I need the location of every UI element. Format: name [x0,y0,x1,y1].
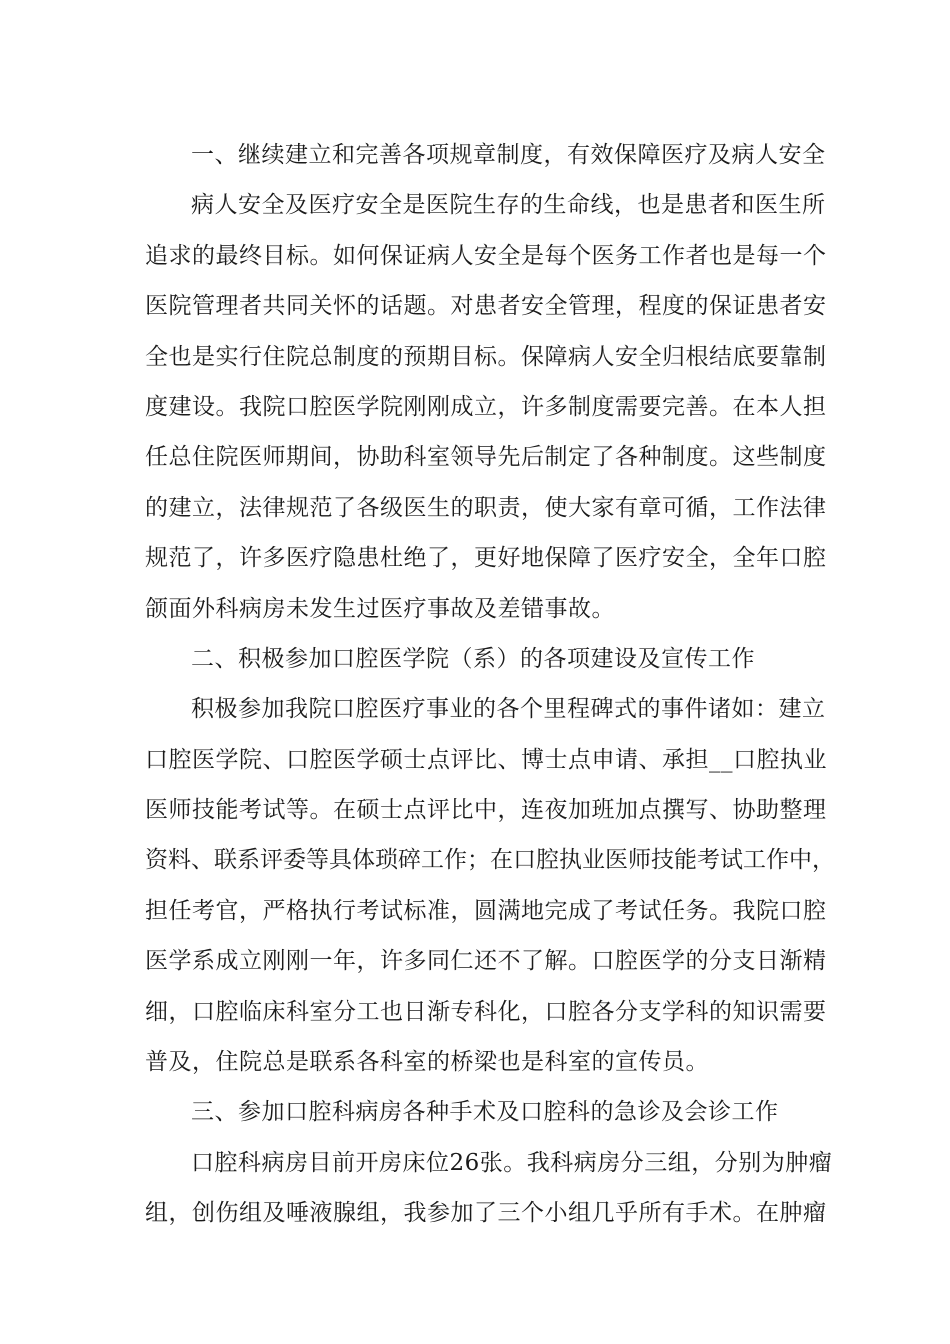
paragraph-line: 颌面外科病房未发生过医疗事故及差错事故。 [145,595,615,622]
paragraph-line: 医师技能考试等。在硕士点评比中，连夜加班加点撰写、协助整理 [145,797,827,824]
paragraph-line: 度建设。我院口腔医学院刚刚成立，许多制度需要完善。在本人担 [145,393,827,420]
paragraph-line: 担任考官，严格执行考试标准，圆满地完成了考试任务。我院口腔 [145,897,827,924]
section-heading-1: 一、继续建立和完善各项规章制度，有效保障医疗及病人安全 [191,142,826,168]
paragraph-line: 积极参加我院口腔医疗事业的各个里程碑式的事件诸如：建立 [191,696,826,723]
section-heading-2: 二、积极参加口腔医学院（系）的各项建设及宣传工作 [191,645,755,672]
paragraph-line: 口腔医学院、口腔医学硕士点评比、博士点申请、承担__口腔执业 [145,746,827,773]
paragraph-line: 全也是实行住院总制度的预期目标。保障病人安全归根结底要靠制 [145,343,827,370]
paragraph-line: 资料、联系评委等具体琐碎工作；在口腔执业医师技能考试工作中， [145,847,835,874]
paragraph-line: 的建立，法律规范了各级医生的职责，使大家有章可循，工作法律 [145,494,827,521]
section-heading-3: 三、参加口腔科病房各种手术及口腔科的急诊及会诊工作 [191,1099,779,1126]
paragraph-line: 医院管理者共同关怀的话题。对患者安全管理，程度的保证患者安 [145,293,827,320]
paragraph-line: 口腔科病房目前开房床位26张。我科病房分三组，分别为肿瘤 [191,1149,833,1176]
paragraph-line: 细，口腔临床科室分工也日渐专科化，口腔各分支学科的知识需要 [145,998,827,1025]
paragraph-line: 任总住院医师期间，协助科室领导先后制定了各种制度。这些制度 [145,444,827,471]
document-body [145,130,835,1239]
paragraph-line: 医学系成立刚刚一年，许多同仁还不了解。口腔医学的分支日渐精 [145,948,827,975]
paragraph-line: 病人安全及医疗安全是医院生存的生命线，也是患者和医生所 [191,192,826,219]
paragraph-line: 组，创伤组及唾液腺组，我参加了三个小组几乎所有手术。在肿瘤 [145,1200,827,1227]
paragraph-line: 普及，住院总是联系各科室的桥梁也是科室的宣传员。 [145,1049,709,1076]
paragraph-line: 规范了，许多医疗隐患杜绝了，更好地保障了医疗安全，全年口腔 [145,545,827,572]
paragraph-line: 追求的最终目标。如何保证病人安全是每个医务工作者也是每一个 [145,242,827,269]
